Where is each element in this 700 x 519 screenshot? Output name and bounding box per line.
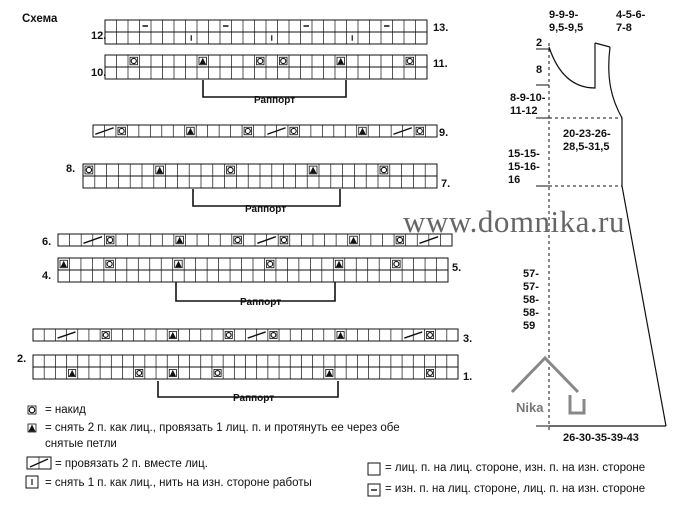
- shoulder-line: [595, 43, 610, 47]
- knit-square-icon: [368, 463, 380, 475]
- decrease-triangle-icon: [29, 425, 36, 432]
- chart-row-3: [33, 329, 458, 341]
- nika-logo-wall: [570, 395, 584, 413]
- chart-rows-5-4-top: [58, 258, 448, 270]
- rapport-label-2: Раппорт: [245, 204, 287, 215]
- legend-purl-text: = изн. п. на лиц. стороне, лиц. п. на изн. стороне: [385, 483, 646, 495]
- row-label-8: 8.: [66, 163, 76, 175]
- legend-slip-text: = снять 1 п. как лиц., нить на изн. стороне работы: [45, 477, 312, 489]
- row-label-3: 3.: [463, 333, 473, 345]
- row-label-2: 2.: [17, 353, 27, 365]
- measure-hem: 26-30-35-39-43: [563, 432, 639, 444]
- row-label-1: 1.: [463, 371, 473, 383]
- measure-length: 57- 57- 58- 58- 59: [523, 268, 539, 332]
- chart-rows-2-1-bottom: [33, 367, 458, 379]
- neckline: [549, 43, 595, 88]
- chart-rows-5-4-bottom: [58, 270, 448, 282]
- legend-dec3-text: = снять 2 п. как лиц., провязать 1 лиц. п. и протянуть ее через обе: [45, 422, 400, 434]
- row-label-12: 12.: [91, 30, 107, 42]
- measure-neck-width: 9-9-9- 9,5-9,5: [549, 9, 584, 34]
- chart-rows-11-10-bottom: [105, 67, 427, 79]
- chart-rows-2-1-top: [33, 355, 458, 367]
- row-label-9: 9.: [439, 127, 449, 139]
- nika-logo-text: Nika: [516, 400, 544, 415]
- measure-2: 2: [536, 37, 543, 49]
- measure-side: 15-15- 15-16- 16: [508, 148, 540, 186]
- measure-bust: 20-23-26- 28,5-31,5: [563, 128, 611, 153]
- legend-yo-text: = накид: [45, 404, 86, 416]
- row-label-10: 10.: [91, 67, 107, 79]
- chart-rows-13-12-bottom: [105, 32, 427, 44]
- yarn-over-icon: [29, 407, 35, 413]
- legend-dec3-cont-text: снятые петли: [45, 438, 117, 450]
- row-label-4: 4.: [42, 270, 52, 282]
- rapport-label-3: Раппорт: [240, 297, 282, 308]
- armhole-curve: [609, 47, 622, 186]
- side-seam: [622, 186, 666, 426]
- row-label-6: 6.: [42, 236, 52, 248]
- rapport-label-1: Раппорт: [254, 95, 296, 106]
- row-label-13: 13.: [433, 22, 449, 34]
- page-title: Схема: [22, 13, 58, 25]
- legend-k2tog-text: = провязать 2 п. вместе лиц.: [55, 458, 208, 470]
- chart-rows-8-7-top: [83, 164, 437, 176]
- row-label-11: 11.: [433, 58, 448, 70]
- chart-rows-13-12-top: [105, 20, 427, 32]
- chart-rows-11-10-top: [105, 55, 427, 67]
- legend-knit-text: = лиц. п. на лиц. стороне, изн. п. на изн. стороне: [385, 462, 646, 474]
- rapport-label-4: Раппорт: [233, 393, 275, 404]
- chart-row-6: [58, 234, 452, 246]
- watermark: www.domnika.ru: [403, 204, 625, 239]
- chart-rows-8-7-bottom: [83, 176, 437, 188]
- measure-8: 8: [536, 64, 543, 76]
- row-label-7: 7.: [441, 178, 451, 190]
- chart-row-9: [93, 125, 437, 137]
- row-label-5: 5.: [452, 262, 462, 274]
- measure-shoulder: 4-5-6- 7-8: [616, 9, 646, 34]
- nika-logo-roof: [512, 358, 578, 392]
- measure-armhole: 8-9-10- 11-12: [510, 92, 546, 117]
